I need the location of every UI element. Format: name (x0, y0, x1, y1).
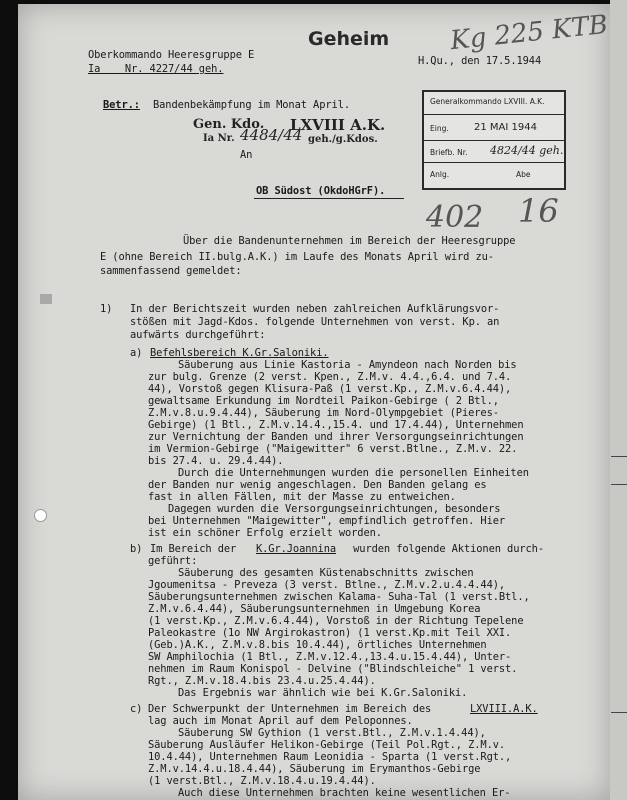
section-c-line: Z.M.v.14.4.u.18.4.44), Säuberung im Erymanthos-Gebirge (148, 763, 481, 775)
section-a-line: ist ein schöner Erfolg erzielt worden. (148, 527, 382, 539)
paragraph-number-1: 1) (100, 303, 113, 315)
section-a-line: im Vermion-Gebirge ("Maigewitter" 6 verst.Btlne., Z.M.v. 22. (148, 443, 518, 455)
handwritten-archive-note: Kg 225 KTB (448, 9, 610, 57)
section-b-line: (1 verst.Kp., Z.M.v.6.4.44), Vorstoß in der Richtung Tepelene (148, 615, 524, 627)
an-label: An (240, 149, 253, 161)
scan-edge (610, 0, 627, 800)
stamp-briefb-label: Briefb. Nr. (430, 148, 468, 157)
section-a-line: Gebirge) (1 Btl., Z.M.v.14.4.,15.4. und 17.4.44), Unternehmen (148, 419, 524, 431)
section-b-group: K.Gr.Joannina (256, 543, 337, 555)
stamp-abe-label: Abe (516, 170, 531, 179)
section-c-label: c) (130, 703, 143, 715)
intro-line: sammenfassend gemeldet: (100, 265, 242, 277)
margin-mark (40, 294, 52, 304)
section-a-line: Dagegen wurden die Versorgungseinrichtungen, besonders (168, 503, 501, 515)
ia-prefix: Ia Nr. (203, 133, 235, 144)
section-b-line: Das Ergebnis war ähnlich wie bei K.Gr.Saloniki. (178, 687, 468, 699)
handwritten-number-402: 402 (426, 200, 484, 235)
corps-stamp: LXVIII A.K. (290, 116, 386, 134)
section-b-line: Rgt., Z.M.v.18.4.bis 23.4.u.25.4.44). (148, 675, 376, 687)
section-a-line: bei Unternehmen "Maigewitter", empfindlich getroffen. Hier (148, 515, 506, 527)
section-c-corps: LXVIII.A.K. (470, 703, 538, 715)
stamp-anlg-label: Anlg. (430, 170, 450, 179)
punch-hole (34, 509, 47, 522)
section-a-title: Befehlsbereich K.Gr.Saloniki. (150, 347, 329, 359)
section-a-line: 44), Vorstoß gegen Klisura-Paß (1 verst.Kp., Z.M.v.6.4.44), (148, 383, 512, 395)
page-tick (611, 712, 627, 713)
section-b-line: nehmen im Raum Konispol - Delvine ("Blindschleiche" 1 verst. (148, 663, 518, 675)
reference-number: Ia Nr. 4227/44 geh. (88, 63, 224, 75)
section-b-first-pre: Im Bereich der (150, 543, 243, 555)
section-a-line: zur Vernichtung der Banden und ihrer Versorgungseinrichtungen (148, 431, 524, 443)
section-a-line: Säuberung aus Linie Kastoria - Amyndeon nach Norden bis (178, 359, 517, 371)
paragraph-1-line: aufwärts durchgeführt: (130, 329, 266, 341)
section-a-line: gewaltsame Erkundung im Nordteil Paikon-Gebirge ( 2 Btl., (148, 395, 499, 407)
handwritten-ia-number: 4484/44 (240, 126, 303, 144)
section-a-line: der Banden nur wenig angeschlagen. Den Banden gelang es (148, 479, 487, 491)
sender-line: Oberkommando Heeresgruppe E (88, 49, 255, 61)
document-page (18, 4, 610, 800)
classification-mark: Geheim (308, 28, 390, 50)
section-c-line: Säuberung Ausläufer Helikon-Gebirge (Teil Pol.Rgt., Z.M.v. (148, 739, 506, 751)
section-b-line: Säuberung des gesamten Küstenabschnitts zwischen (178, 567, 474, 579)
page-tick (611, 456, 627, 457)
stamp-briefb-number: 4824/44 geh. (490, 144, 564, 157)
section-a-line: Durch die Unternehmungen wurden die personellen Einheiten (178, 467, 529, 479)
section-b-first-post: wurden folgende Aktionen durch- (347, 543, 544, 555)
handwritten-16: 16 (518, 192, 559, 230)
stamp-eing-label: Eing. (430, 124, 449, 133)
subject-label: Betr.: (103, 99, 140, 111)
section-a-line: bis 27.4. u. 29.4.44). (148, 455, 284, 467)
section-c-line: Auch diese Unternehmen brachten keine wesentlichen Er- (178, 787, 511, 799)
section-c-first-pre: Der Schwerpunkt der Unternehmen im Bereich des (148, 703, 438, 715)
ia-suffix: geh./g.Kdos. (308, 134, 378, 145)
section-b-line: Jgoumenitsa - Preveza (3 verst. Btlne., Z.M.v.2.u.4.4.44), (148, 579, 506, 591)
stamp-eing-date: 21 MAI 1944 (474, 122, 537, 133)
paragraph-1-line: In der Berichtszeit wurden neben zahlreichen Aufklärungsvor- (130, 303, 500, 315)
stamp-title: Generalkommando LXVIII. A.K. (430, 97, 545, 106)
section-c-line: Säuberung SW Gythion (1 verst.Btl., Z.M.v.1.4.44), (178, 727, 486, 739)
section-c-line: lag auch im Monat April auf dem Peloponnes. (148, 715, 413, 727)
receipt-stamp (422, 90, 566, 190)
paragraph-1-line: stößen mit Jagd-Kdos. folgende Unternehmen von verst. Kp. an (130, 316, 500, 328)
section-a-label: a) (130, 347, 143, 359)
section-a-line: zur bulg. Grenze (2 verst. Kpen., Z.M.v. 4.4.,6.4. und 7.4. (148, 371, 512, 383)
intro-line: E (ohne Bereich II.bulg.A.K.) im Laufe des Monats April wird zu- (100, 251, 494, 263)
section-a-line: fast in allen Fällen, mit der Masse zu entweichen. (148, 491, 456, 503)
section-b-line: Paleokastre (1o NW Argirokastron) (1 verst.Kp.mit Teil XXI. (148, 627, 512, 639)
section-c-line: 10.4.44), Unternehmen Raum Leonidia - Sparta (1 verst.Rgt., (148, 751, 512, 763)
page-tick (611, 484, 627, 485)
section-b-line: Säuberungsunternehmen zwischen Kalama- Suha-Tal (1 verst.Btl., (148, 591, 530, 603)
section-b-line: geführt: (148, 555, 198, 567)
intro-line: Über die Bandenunternehmen im Bereich der Heeresgruppe (183, 235, 516, 247)
section-b-line: SW Amphilochia (1 Btl., Z.M.v.12.4.,13.4.u.15.4.44), Unter- (148, 651, 512, 663)
recipient: OB Südost (OkdoHGrF). (256, 185, 386, 197)
section-b-line: (Geb.)A.K., Z.M.v.8.bis 10.4.44), örtliches Unternehmen (148, 639, 487, 651)
document-date: H.Qu., den 17.5.1944 (418, 55, 542, 67)
subject-text: Bandenbekämpfung im Monat April. (153, 99, 350, 111)
section-b-line: Z.M.v.6.4.44), Säuberungsunternehmen in Umgebung Korea (148, 603, 481, 615)
section-b-label: b) (130, 543, 143, 555)
section-a-line: Z.M.v.8.u.9.4.44), Säuberung im Nord-Olympgebiet (Pieres- (148, 407, 499, 419)
section-c-line: (1 verst.Btl., Z.M.v.18.4.u.19.4.44). (148, 775, 376, 787)
gen-kdo-stamp: Gen. Kdo. (193, 117, 265, 132)
